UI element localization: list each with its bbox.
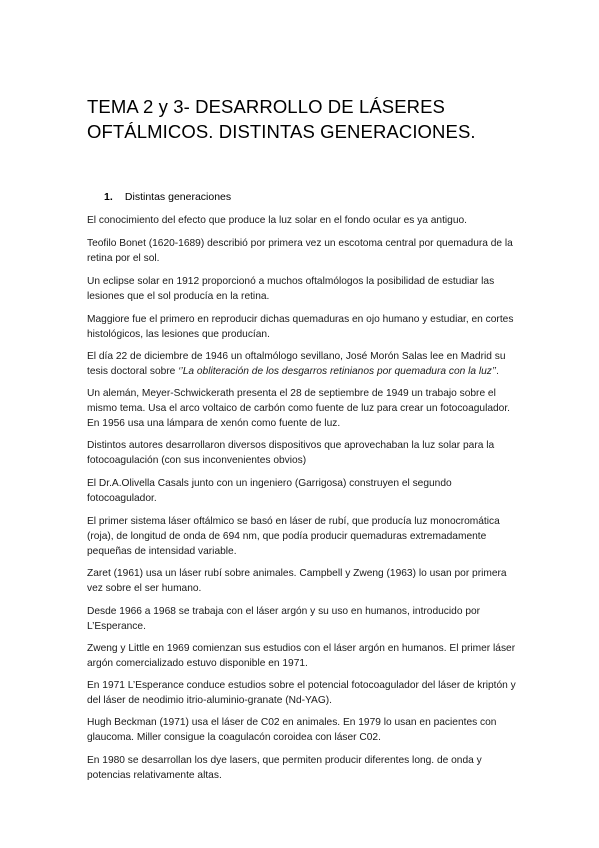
title-line-2: OFTÁLMICOS. DISTINTAS GENERACIONES. — [87, 121, 476, 142]
paragraph: Un eclipse solar en 1912 proporcionó a muchos oftalmólogos la posibilidad de estudiar las lesiones que el sol producía en la retina. — [87, 276, 495, 302]
paragraph: Zaret (1961) usa un láser rubí sobre animales. Campbell y Zweng (1963) lo usan por primera vez sobre el ser humano. — [87, 568, 507, 594]
paragraph: Hugh Beckman (1971) usa el láser de C02 en animales. En 1979 lo usan en pacientes con glaucoma. Miller consigue la coagulacón coroidea con láser C02. — [87, 717, 497, 743]
paragraph: Teofilo Bonet (1620-1689) describió por primera vez un escotoma central por quemadura de la retina por el sol. — [87, 238, 513, 264]
paragraph: Zweng y Little en 1969 comienzan sus estudios con el láser argón en humanos. El primer láser argón comercializado estuvo disponible en 1971. — [87, 643, 516, 669]
paragraph: Un alemán, Meyer-Schwickerath presenta el 28 de septiembre de 1949 un trabajo sobre el mismo tema. Usa el arco voltaico de carbón como fuente de luz para crear un fotocoagulador. En 1956 usa una lámpara de xenón como fuente de luz. — [87, 388, 511, 429]
paragraph: Maggiore fue el primero en reproducir dichas quemaduras en ojo humano y estudiar, en cortes histológicos, las lesiones que producían. — [87, 314, 514, 340]
paragraph-end: . — [496, 366, 499, 377]
paragraph-text: El día 22 de diciembre de 1946 un oftalmólogo sevillano, José Morón Salas lee en Madrid su tesis doctoral sobre — [87, 351, 506, 377]
paragraph: En 1980 se desarrollan los dye lasers, que permiten producir diferentes long. de onda y potencias relativamente altas. — [87, 755, 482, 781]
section-heading — [87, 190, 231, 204]
paragraph: Distintos autores desarrollaron diversos dispositivos que aprovechaban la luz solar para la fotocoagulación (con sus inconvenientes obvios) — [87, 440, 495, 466]
paragraph: El conocimiento del efecto que produce la luz solar en el fondo ocular es ya antiguo. — [87, 215, 468, 226]
paragraph-moron-thesis — [87, 349, 517, 379]
paragraph: El Dr.A.Olivella Casals junto con un ingeniero (Garrigosa) construyen el segundo fotocoagulador. — [87, 478, 452, 504]
title-line-1: TEMA 2 y 3- DESARROLLO DE LÁSERES — [87, 96, 445, 117]
page-title — [87, 94, 527, 144]
section-title: Distintas generaciones — [124, 191, 232, 203]
section-number: 1. — [104, 191, 113, 203]
paragraph: Desde 1966 a 1968 se trabaja con el láser argón y su uso en humanos, introducido por L’Esperance. — [87, 606, 481, 632]
paragraph: El primer sistema láser oftálmico se basó en láser de rubí, que producía luz monocromática (roja), de longitud de onda de 694 nm, que podía producir quemaduras extremadamente pequeñas de intensidad variable. — [87, 516, 500, 557]
thesis-title: ‘’La obliteración de los desgarros retinianos por quemadura con la luz’’ — [178, 366, 497, 377]
paragraph: En 1971 L’Esperance conduce estudios sobre el potencial fotocoagulador del láser de kriptón y del láser de neodimio itrio-aluminio-granate (Nd-YAG). — [87, 680, 516, 706]
